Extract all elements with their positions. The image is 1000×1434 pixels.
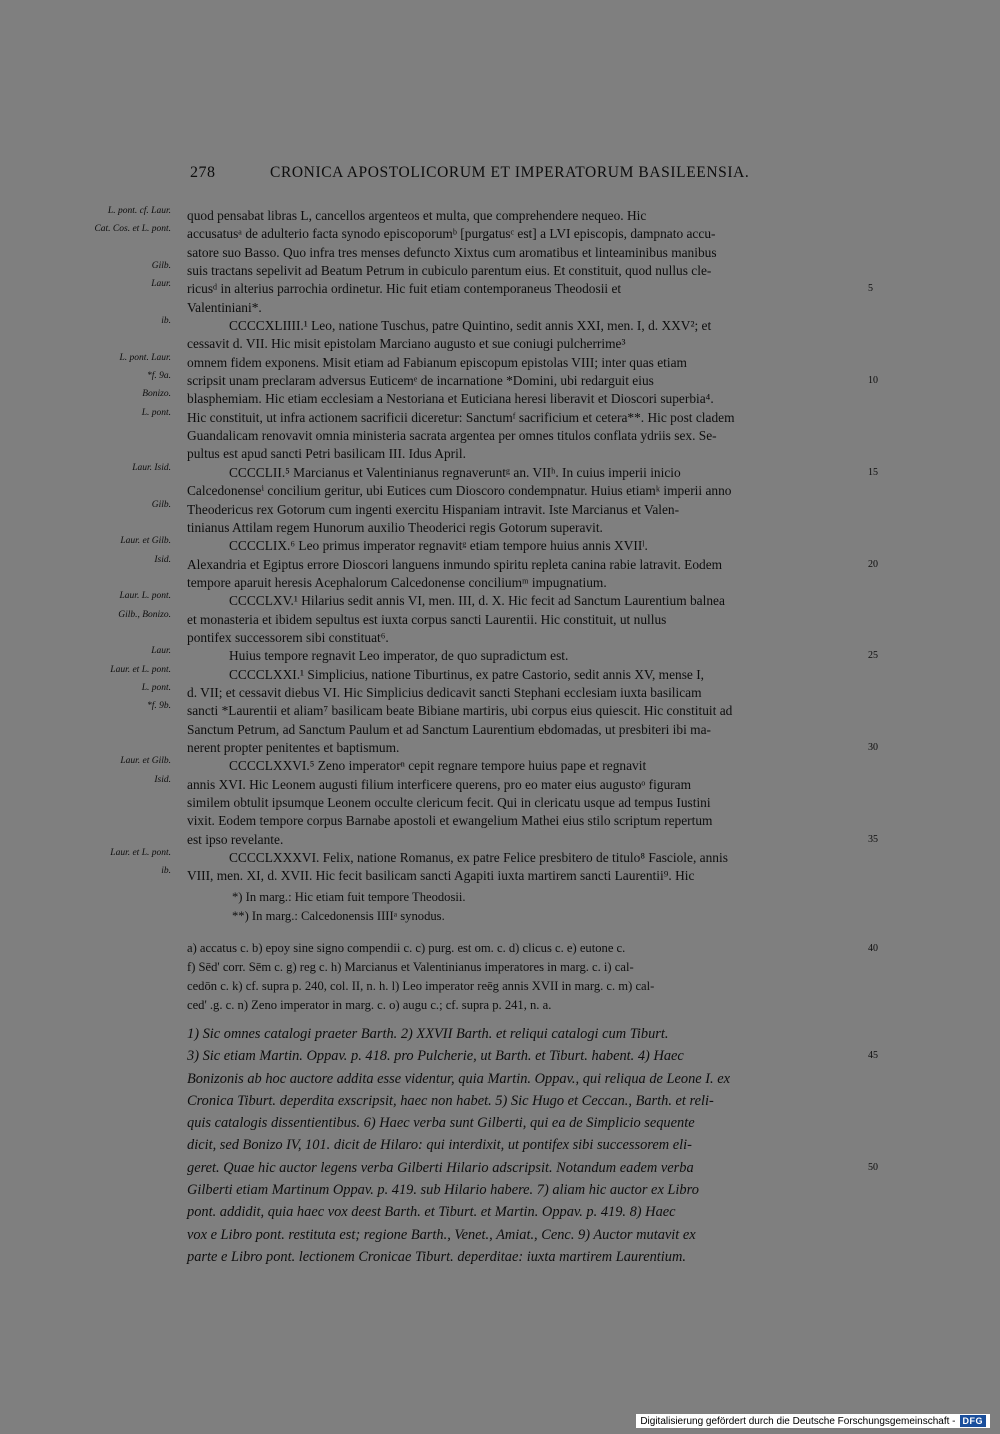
footnote-text: Bonizonis ab hoc auctore addita esse videntur, quia Martin. Oppav., qui reliqua de Leone I. ex	[187, 1070, 731, 1087]
source-sigla: Gilb., Bonizo.	[118, 609, 171, 620]
text-line	[187, 812, 861, 830]
source-sigla: Gilb.	[151, 499, 171, 510]
footnote-line	[187, 1224, 861, 1246]
line-text: VIII, men. XI, d. XVII. Hic fecit basilicam sancti Agapiti iuxta martirem sancti Laurentii⁹. Hic	[187, 868, 695, 884]
text-line	[187, 482, 861, 500]
source-sigla: Laur. Isid.	[132, 462, 171, 473]
text-line	[141, 682, 861, 702]
running-title: CRONICA APOSTOLICORUM ET IMPERATORUM BASILEENSIA.	[270, 164, 750, 181]
line-text: CCCCLIX.⁶ Leo primus imperator regnavitᵍ etiam tempore huius annis XVIIˡ.	[229, 538, 648, 554]
line-text: Calcedonenseⁱ concilium geritur, ubi Eutices cum Dioscoro condempnatur. Huius etiamᵏ imperii anno	[187, 483, 732, 499]
footnote-line	[187, 1201, 861, 1223]
text-line	[187, 335, 861, 353]
line-text: nerent propter penitentes et baptismum.	[187, 739, 400, 755]
page-number: 278	[190, 164, 216, 181]
source-sigla: *f. 9a.	[146, 371, 171, 382]
line-text: pultus est apud sancti Petri basilicam III. Idus April.	[187, 446, 466, 462]
text-line	[187, 794, 861, 812]
footnote-text: parte e Libro pont. lectionem Cronicae Tiburt. deperditae: iuxta martirem Laurentium.	[187, 1248, 686, 1265]
text-line	[107, 206, 861, 225]
line-number: 30	[868, 741, 878, 753]
source-sigla: Laur. et L. pont.	[110, 664, 171, 675]
source-sigla: ib.	[161, 866, 171, 877]
footnote-text: 3) Sic etiam Martin. Oppav. p. 418. pro Pulcherie, ut Barth. et Tiburt. habent. 4) Haec	[187, 1048, 684, 1065]
text-line	[154, 774, 861, 794]
marginal-notes	[232, 888, 466, 926]
apparatus-line	[187, 958, 861, 977]
line-text: vixit. Eodem tempore corpus Barnabe apostoli et ewangelium Mathei eius stilo scriptum repertum	[187, 813, 713, 829]
text-line	[110, 848, 861, 867]
text-line	[187, 831, 878, 849]
footnote-text: vox e Libro pont. restituta est; regione Barth., Venet., Amiat., Cenc. 9) Auctor mutavit ex	[187, 1226, 696, 1243]
source-sigla: Gilb.	[151, 261, 171, 272]
main-text	[94, 206, 878, 886]
line-number: 45	[868, 1050, 878, 1062]
footnote-text: dicit, sed Bonizo IV, 101. dicit de Hilaro: qui interdixit, ut pontifex sibi successorem eli-	[187, 1137, 692, 1154]
source-sigla: Laur. L. pont.	[119, 591, 171, 602]
text-line	[154, 554, 878, 574]
text-line	[161, 866, 861, 885]
text-line	[187, 299, 861, 317]
text-line	[187, 519, 861, 537]
line-text: tinianus Attilam regem Hunorum auxilio Theoderici regis Gotorum superavit.	[187, 519, 603, 535]
footnote-text: 1) Sic omnes catalogi praeter Barth. 2) XXVII Barth. et reliqui catalogi cum Tiburt.	[187, 1026, 669, 1042]
source-sigla: Bonizo.	[142, 389, 171, 400]
source-sigla: L. pont.	[141, 407, 171, 418]
line-text: CCCCLXXI.¹ Simplicius, natione Tiburtinus, ex patre Castorio, sedit annis XV, mense I,	[229, 666, 705, 682]
apparatus-text: a) accatus c. b) epoy sine signo compendii c. c) purg. est om. c. d) clicus c. e) eutone c.	[187, 941, 626, 955]
line-number: 20	[868, 558, 878, 570]
line-text: sancti *Laurentii et aliam⁷ basilicam beate Bibiane martiris, ubi corpus eius quiescit. Hic constituit ad	[187, 703, 733, 719]
footnote-text: Gilberti etiam Martinum Oppav. p. 419. sub Hilario habere. 7) aliam hic auctor ex Libro	[187, 1182, 699, 1199]
line-text: Hic constituit, ut infra actionem sacrificii diceretur: Sanctumᶠ sacrificium et cetera**. Hic post cladem	[187, 409, 735, 425]
line-number: 50	[868, 1161, 878, 1173]
footnote-text: pont. addidit, quia haec vox deest Barth. et Tiburt. et Martin. Oppav. p. 419. 8) Haec	[187, 1204, 676, 1221]
apparatus-text: cedōn c. k) cf. supra p. 240, col. II, n. h. l) Leo imperator reēg annis XVII in marg. c. m) cal-	[187, 979, 655, 993]
line-number: 10	[868, 375, 878, 387]
line-text: tempore aparuit heresis Acephalorum Calcedonense conciliumᵐ impugnatium.	[187, 574, 607, 590]
footnote-line	[187, 1112, 861, 1134]
line-text: cessavit d. VII. Hic misit epistolam Marciano augusto et sue coniugi pulcherrime³	[187, 336, 626, 352]
line-text: CCCCLXXVI.⁵ Zeno imperatorⁿ cepit regnare tempore huius pape et regnavit	[229, 758, 647, 774]
line-text: similem obtulit ipsumque Leonem occulte clericum fecit. Qui in clericatu usque ad tempus Iustini	[187, 795, 711, 810]
text-line	[151, 261, 861, 280]
source-sigla: Isid.	[154, 554, 171, 565]
line-text: omnem fidem exponens. Misit etiam ad Fabianum episcopum epistolas VIII; inter quas etiam	[187, 354, 687, 370]
text-line	[187, 445, 861, 463]
source-sigla: Isid.	[154, 774, 171, 785]
text-line	[161, 316, 861, 335]
source-sigla: *f. 9b.	[146, 701, 171, 712]
line-text: CCCCLXV.¹ Hilarius sedit annis VI, men. III, d. X. Hic fecit ad Sanctum Laurentium balnea	[229, 593, 725, 609]
footnote-line	[187, 1023, 861, 1045]
line-text: CCCCLII.⁵ Marcianus et Valentinianus regnaveruntᵍ an. VIIʰ. In cuius imperii inicio	[229, 464, 681, 480]
text-line	[119, 352, 861, 372]
footnote-text: Cronica Tiburt. deperdita exscripsit, haec non habet. 5) Sic Hugo et Ceccan., Barth. et reli-	[187, 1092, 714, 1109]
line-text: CCCCXLIIII.¹ Leo, natione Tuschus, patre Quintino, sedit annis XXI, men. I, d. XXV²; et	[229, 318, 712, 334]
line-text: Sanctum Petrum, ad Sanctum Paulum et ad Sanctum Laurentium ebdomadas, ut presbiteri ibi ma-	[187, 721, 711, 737]
line-text: CCCCLXXXVI. Felix, natione Romanus, ex patre Felice presbitero de titulo⁸ Fasciole, annis	[229, 850, 728, 866]
source-sigla: L. pont. Laur.	[119, 352, 171, 363]
text-line	[151, 499, 861, 519]
footnote-text: geret. Quae hic auctor legens verba Gilberti Hilario adscripsit. Notandum eadem verba	[187, 1159, 694, 1176]
numbered-footnotes	[187, 1023, 878, 1268]
footnote-line	[187, 1090, 861, 1112]
text-line	[146, 701, 861, 720]
line-number: 15	[868, 466, 878, 478]
text-line	[187, 574, 861, 592]
text-line	[187, 629, 861, 647]
line-text: Alexandria et Egiptus errore Dioscori languens inmundo spiritu repleta canina rabie latravit. Eodem	[187, 556, 723, 572]
source-sigla: Laur.	[151, 646, 171, 657]
source-sigla: Cat. Cos. et L. pont.	[94, 224, 171, 235]
line-text: Guandalicam renovavit omnia ministeria sacrata argentea per omnes titulos conflata ydriis sex. Se-	[187, 428, 717, 444]
line-text: est ipso revelante.	[187, 831, 284, 847]
marginal-note: *) In marg.: Hic etiam fuit tempore Theodosii.	[232, 890, 466, 904]
marginal-note: **) In marg.: Calcedonensis IIIIᵃ synodus.	[232, 909, 445, 923]
funding-footer	[636, 1414, 990, 1428]
line-number: 5	[868, 283, 873, 295]
source-sigla: Laur.	[151, 279, 171, 290]
line-text: Valentiniani*.	[187, 299, 262, 315]
footnote-line	[187, 1246, 861, 1268]
text-line	[94, 224, 861, 243]
text-line	[187, 739, 878, 757]
line-text: ricusᵈ in alterius parrochia ordinetur. Hic fuit etiam contemporaneus Theodosii et	[187, 281, 622, 297]
text-line	[187, 721, 861, 739]
text-line	[142, 389, 861, 408]
funding-text: Digitalisierung gefördert durch die Deutsche Forschungsgemeinschaft -	[640, 1415, 956, 1427]
line-number: 40	[868, 943, 878, 954]
text-line	[120, 536, 861, 555]
text-line	[187, 427, 861, 445]
page-header	[190, 164, 860, 188]
line-text: et monasteria et ibidem sepultus est iuxta corpus sancti Laurentii. Hic constituit, ut nullus	[187, 611, 667, 627]
line-number: 35	[868, 833, 878, 845]
text-line	[110, 664, 861, 684]
line-text: annis XVI. Hic Leonem augusti filium interficere querens, pro eo mater eius augustoᵒ figuram	[187, 776, 691, 792]
apparatus-line	[187, 996, 861, 1015]
footnote-line	[187, 1068, 861, 1090]
line-text: accusatusᵃ de adulterio facta synodo episcoporumᵇ [purgatusᶜ est] a LVI episcopis, dampnato accu-	[187, 226, 716, 242]
line-text: suis tractans sepelivit ad Beatum Petrum in cubiculo parentum eius. Et constituit, quod nullus cle-	[187, 263, 712, 279]
footnote-line	[187, 1134, 861, 1156]
line-text: satore suo Basso. Quo infra tres menses defuncto Xixtus cum aromatibus et linteaminibus manibus	[187, 244, 717, 260]
apparatus-line	[187, 977, 861, 996]
source-sigla: L. pont.	[141, 682, 171, 693]
text-line	[151, 279, 873, 298]
line-text: Huius tempore regnavit Leo imperator, de quo supradictum est.	[229, 648, 569, 664]
line-text: Theodericus rex Gotorum cum ingenti exercitu Hispaniam intravit. Iste Marcianus et Valen-	[187, 501, 680, 517]
textual-apparatus	[187, 939, 878, 1015]
line-number: 25	[868, 650, 878, 662]
text-line	[187, 244, 861, 262]
apparatus-text: ced' .g. c. n) Zeno imperator in marg. c. o) augu c.; cf. supra p. 241, n. a.	[187, 998, 552, 1012]
line-text: blasphemiam. Hic etiam ecclesiam a Nestoriana et Euticiana heresi liberavit et Dioscori superbia⁴.	[187, 391, 714, 407]
footnote-line	[187, 1179, 861, 1201]
apparatus-text: f) Sēd' corr. Sēm c. g) reg c. h) Marcianus et Valentinianus imperatores in marg. c. i) cal-	[187, 960, 634, 974]
footnote-text: quis catalogis dissentientibus. 6) Haec verba sunt Gilberti, qui ea de Simplicio sequente	[187, 1115, 695, 1132]
source-sigla: Laur. et Gilb.	[120, 756, 171, 767]
text-line	[146, 371, 878, 390]
source-sigla: Laur. et L. pont.	[110, 848, 171, 859]
dfg-logo: DFG	[960, 1415, 987, 1427]
text-line	[118, 609, 861, 629]
source-sigla: Laur. et Gilb.	[120, 536, 171, 547]
text-line	[141, 407, 861, 427]
line-text: quod pensabat libras L, cancellos argenteos et multa, que comprehendere nequeo. Hic	[187, 208, 647, 223]
source-sigla: ib.	[161, 316, 171, 327]
line-text: pontifex successorem sibi constituat⁶.	[187, 629, 389, 645]
footnote-line	[187, 1157, 878, 1179]
line-text: scripsit unam preclaram adversus Euticemᵉ de incarnatione *Domini, ubi redarguit eius	[187, 373, 654, 389]
line-text: d. VII; et cessavit diebus VI. Hic Simplicius dedicavit sancti Stephani ecclesiam iuxta basilicam	[187, 684, 702, 700]
source-sigla: L. pont. cf. Laur.	[107, 206, 171, 216]
text-line	[151, 646, 878, 665]
footnote-line	[187, 1045, 878, 1067]
text-line	[120, 756, 861, 775]
text-line	[132, 462, 878, 482]
apparatus-line	[187, 939, 878, 958]
text-line	[119, 591, 861, 610]
